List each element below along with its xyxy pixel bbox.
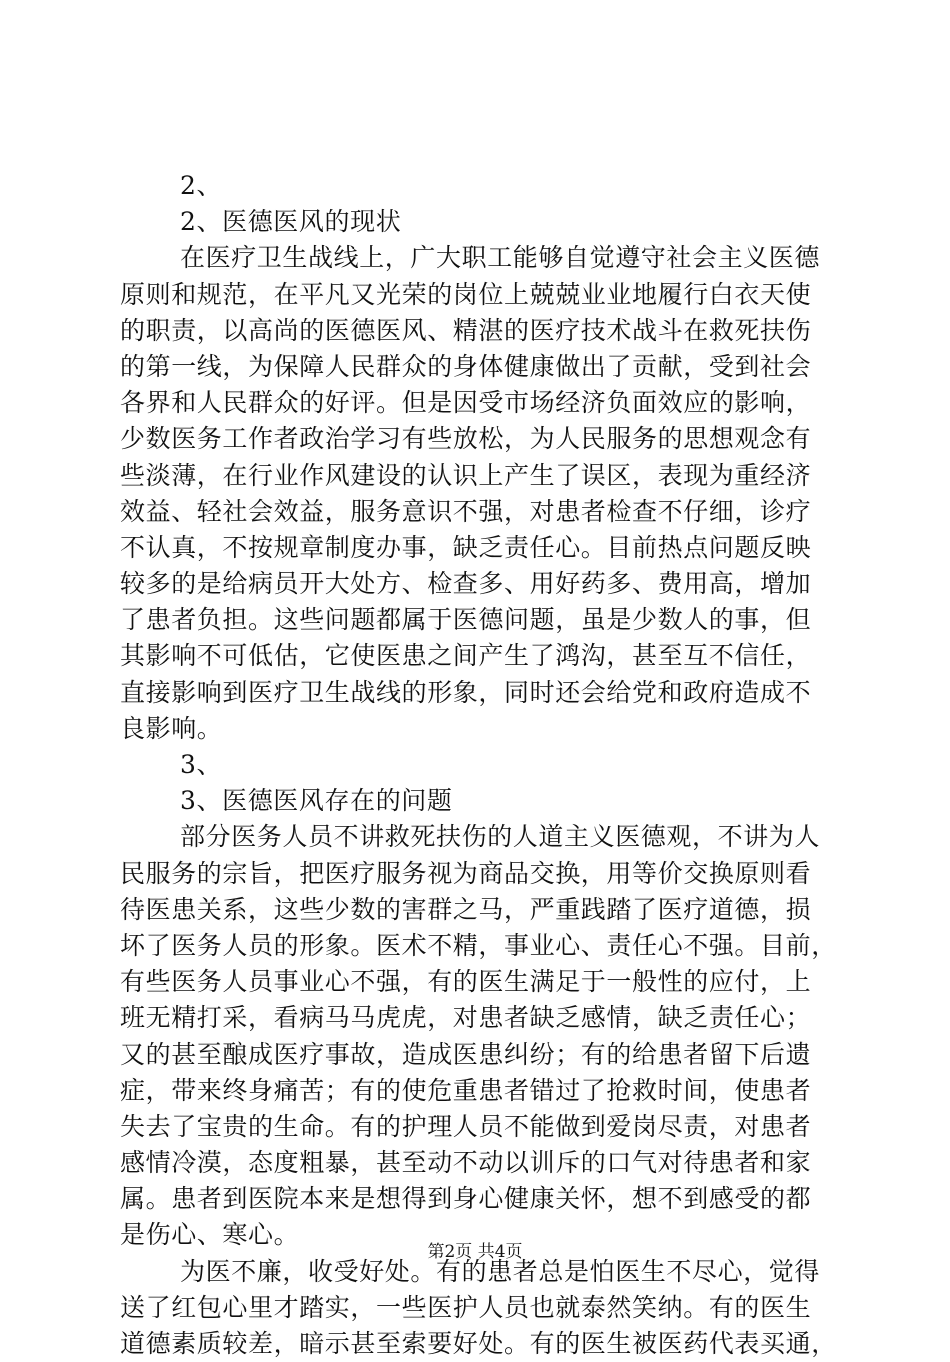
text-line: 的第一线，为保障人民群众的身体健康做出了贡献，受到社会	[120, 351, 812, 381]
text-line: 少数医务工作者政治学习有些放松，为人民服务的思想观念有	[120, 424, 812, 454]
text-line: 2、	[180, 171, 223, 200]
text-line: 送了红包心里才踏实，一些医护人员也就泰然笑纳。有的医生	[120, 1292, 812, 1322]
text-line: 属。患者到医院本来是想得到身心健康关怀，想不到感受的都	[120, 1184, 812, 1214]
text-line: 道德素质较差，暗示甚至索要好处。有的医生被医药代表买通，	[120, 1329, 837, 1358]
text-line: 效益、轻社会效益，服务意识不强，对患者检查不仔细，诊疗	[120, 496, 812, 526]
text-line: 些淡薄，在行业作风建设的认识上产生了误区，表现为重经济	[120, 460, 812, 490]
text-line: 在医疗卫生战线上，广大职工能够自觉遵守社会主义医德	[180, 243, 821, 273]
text-line: 原则和规范，在平凡又光荣的岗位上兢兢业业地履行白衣天使	[120, 279, 812, 309]
text-line: 坏了医务人员的形象。医术不精，事业心、责任心不强。目前，	[120, 930, 837, 960]
text-line: 待医患关系，这些少数的害群之马，严重践踏了医疗道德，损	[120, 894, 812, 924]
text-line: 直接影响到医疗卫生战线的形象，同时还会给党和政府造成不	[120, 677, 812, 707]
text-line: 各界和人民群众的好评。但是因受市场经济负面效应的影响，	[120, 388, 812, 418]
text-line: 班无精打采，看病马马虎虎，对患者缺乏感情，缺乏责任心；	[120, 1003, 812, 1033]
text-line: 不认真，不按规章制度办事，缺乏责任心。目前热点问题反映	[120, 532, 812, 562]
text-line: 又的甚至酿成医疗事故，造成医患纠纷；有的给患者留下后遗	[120, 1039, 812, 1069]
text-line: 较多的是给病员开大处方、检查多、用好药多、费用高，增加	[120, 569, 812, 599]
text-line: 失去了宝贵的生命。有的护理人员不能做到爱岗尽责，对患者	[120, 1111, 812, 1141]
text-line: 良影响。	[120, 713, 223, 743]
text-line: 其影响不可低估，它使医患之间产生了鸿沟，甚至互不信任，	[120, 641, 812, 671]
text-line: 2、医德医风的现状	[180, 207, 402, 237]
text-line: 是伤心、寒心。	[120, 1220, 300, 1250]
text-line: 民服务的宗旨，把医疗服务视为商品交换，用等价交换原则看	[120, 858, 812, 888]
text-line: 3、	[180, 750, 223, 779]
text-line: 症，带来终身痛苦；有的使危重患者错过了抢救时间，使患者	[120, 1075, 812, 1105]
text-line: 了患者负担。这些问题都属于医德问题，虽是少数人的事，但	[120, 605, 812, 635]
document-body	[120, 168, 837, 1362]
text-line: 部分医务人员不讲救死扶伤的人道主义医德观，不讲为人	[180, 822, 821, 852]
text-line: 为医不廉，收受好处。有的患者总是怕医生不尽心，觉得	[180, 1256, 821, 1286]
text-line: 3、医德医风存在的问题	[180, 786, 453, 816]
text-line: 有些医务人员事业心不强，有的医生满足于一般性的应付，上	[120, 967, 812, 997]
page-footer: 第2页 共4页	[427, 1242, 523, 1262]
text-line: 感情冷漠，态度粗暴，甚至动不动以训斥的口气对待患者和家	[120, 1148, 812, 1178]
text-line: 的职责，以高尚的医德医风、精湛的医疗技术战斗在救死扶伤	[120, 315, 812, 345]
